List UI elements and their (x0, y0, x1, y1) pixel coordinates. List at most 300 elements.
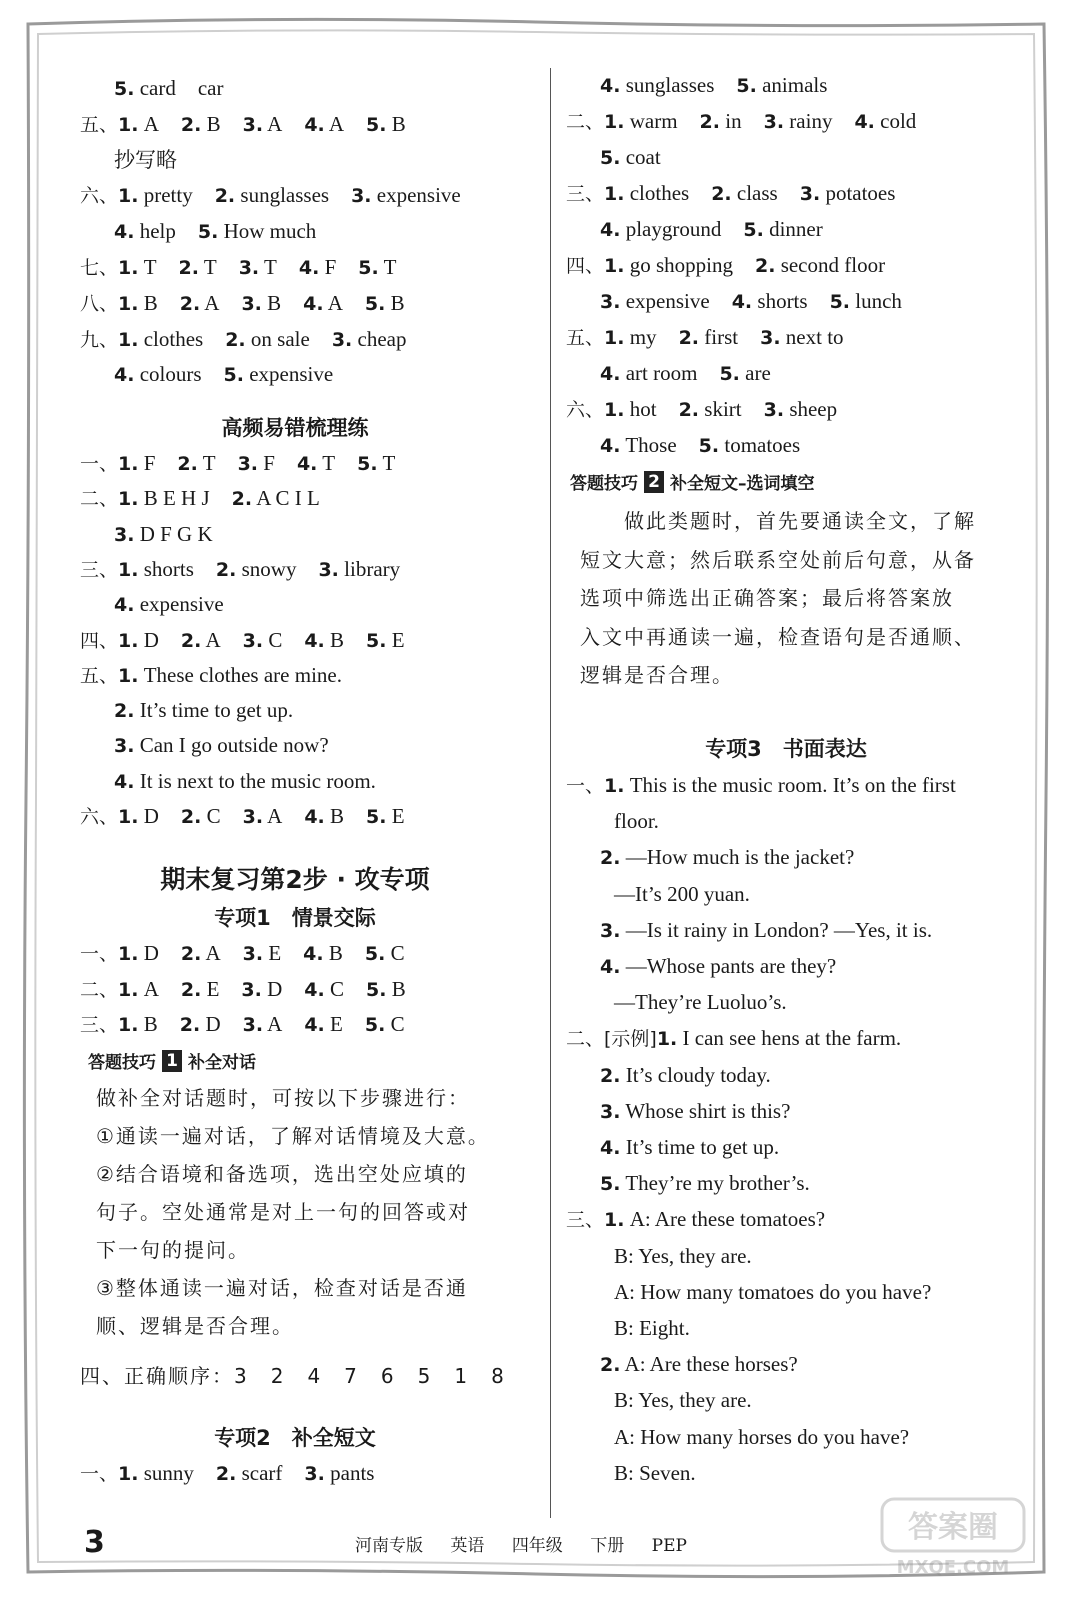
answer-text: B (206, 111, 221, 136)
answer-text: Those (625, 433, 677, 457)
item-number: 2. (600, 847, 621, 870)
answer-line (80, 218, 316, 245)
answer-line (566, 953, 836, 980)
item-number: 3. (242, 113, 264, 136)
item-number: 4. (854, 111, 875, 133)
item-number: 4. (304, 1014, 325, 1036)
question-number: 五、 (80, 113, 119, 136)
tip-label: 答题技巧 (570, 474, 638, 494)
tip-title: 补全短文–选词填空 (670, 474, 815, 494)
answer-line (566, 989, 787, 1015)
question-number: 八、 (80, 292, 119, 315)
answer-text: sheep (789, 397, 838, 421)
answer-text: A: Are these tomatoes? (629, 1207, 826, 1232)
item-number: 1. (118, 185, 139, 208)
answer-text: A (205, 627, 221, 652)
answer-text: expensive (139, 592, 224, 617)
item-number: 4. (600, 435, 621, 457)
answer-text: E (391, 627, 405, 652)
item-number: 3. (242, 943, 264, 965)
answer-text: D (267, 976, 283, 1001)
answer-line (566, 432, 800, 459)
answer-text: E (268, 941, 282, 965)
item-number: 4. (600, 1137, 621, 1159)
answer-line (80, 627, 405, 654)
item-number: 2. (180, 113, 202, 136)
answer-text: shorts (757, 289, 808, 313)
answer-line (80, 732, 329, 759)
item-number: 3. (351, 185, 372, 208)
answer-text: D F G K (139, 521, 213, 546)
item-number: 5. (364, 943, 386, 965)
answer-line (566, 396, 837, 423)
answer-text: E (391, 804, 405, 828)
answer-line (566, 1315, 690, 1341)
item-number: 3. (763, 399, 785, 421)
answer-text: B (391, 111, 406, 136)
answer-text: E (330, 1012, 343, 1036)
item-number: 4. (600, 956, 621, 978)
answer-text: E (206, 976, 220, 1001)
answer-text: C (390, 941, 405, 965)
answer-text: in (725, 109, 742, 133)
item-number: 2. (600, 1354, 621, 1377)
item-number: 2. (231, 488, 253, 511)
answer-text: Whose shirt is this? (625, 1098, 791, 1123)
answer-text: A (267, 804, 283, 828)
answer-line (80, 147, 177, 173)
question-number: 四、 (566, 255, 605, 277)
tip-number-badge: 1 (162, 1050, 182, 1072)
answer-text: B (330, 804, 345, 828)
answer-text: clothes (143, 326, 204, 351)
answer-text: A (267, 111, 283, 136)
tip-number-badge: 2 (644, 471, 664, 493)
answer-text: A (143, 976, 159, 1001)
item-number: 4. (731, 291, 753, 313)
tip-text-line: ①通读一遍对话，了解对话情境及大意。 (96, 1124, 490, 1148)
answer-text: T (322, 451, 336, 475)
item-number: 4. (298, 257, 320, 279)
answer-text: A C I L (256, 486, 320, 511)
item-number: 1. (118, 328, 139, 351)
answer-line (566, 360, 771, 387)
answer-text: sunglasses (625, 73, 715, 97)
footer-info (355, 1531, 709, 1556)
answer-line (80, 976, 406, 1003)
item-number: 3. (242, 629, 264, 652)
tip-text-line: 顺、逻辑是否合理。 (96, 1314, 294, 1338)
answer-text: —Is it rainy in London? —Yes, it is. (625, 917, 933, 942)
answer-text: —Whose pants are they? (625, 954, 837, 978)
item-number: 2. (180, 806, 202, 828)
item-number: 2. (214, 185, 236, 208)
answer-text: A (204, 290, 220, 315)
item-number: 3. (114, 735, 135, 758)
answer-line (566, 1206, 825, 1233)
answer-text: car (197, 76, 224, 100)
answer-line (566, 216, 823, 243)
answer-text: 抄写略 (114, 147, 177, 172)
answer-text: card (139, 76, 176, 100)
answer-line (566, 1424, 909, 1450)
answer-line (80, 768, 376, 795)
item-number: 1. (118, 453, 139, 475)
answer-line (566, 917, 932, 944)
item-number: 2. (678, 399, 700, 421)
item-number: 1. (118, 943, 139, 965)
item-number: 5. (698, 435, 720, 457)
answer-text: potatoes (825, 181, 896, 205)
answer-text: T (203, 255, 217, 279)
tip-text-line: 做补全对话题时，可按以下步骤进行： (96, 1086, 470, 1110)
answer-line (566, 1351, 798, 1378)
item-number: 3. (763, 111, 785, 133)
tip-text-line: 下一句的提问。 (96, 1238, 250, 1262)
answer-text: colours (139, 362, 202, 387)
answer-line (80, 254, 396, 281)
answer-text: —How much is the jacket? (625, 845, 855, 870)
answer-line (80, 75, 223, 102)
answer-text: B (267, 290, 282, 315)
tip-text-line: 选项中筛选出正确答案；最后将答案放 (580, 586, 954, 610)
answer-line (80, 182, 461, 209)
item-number: 1. (118, 1014, 139, 1036)
answer-line (566, 288, 902, 315)
tip-text-line: 逻辑是否合理。 (580, 663, 734, 687)
item-number: 4. (304, 806, 325, 828)
answer-text: This is the music room. It’s on the first (629, 773, 956, 797)
answer-line (566, 1134, 779, 1161)
answer-text: A (327, 290, 343, 315)
answer-text: animals (762, 73, 828, 97)
section-heading: 高频易错梳理练 (221, 416, 369, 440)
answer-text: C (268, 627, 283, 652)
answer-text: expensive (249, 362, 334, 387)
answer-text: playground (625, 217, 722, 241)
answer-line (80, 803, 405, 830)
item-number: 2. (678, 327, 700, 349)
tip-label: 答题技巧 (88, 1053, 156, 1073)
question-number: 二、 (80, 488, 119, 511)
item-number: 2. (215, 1463, 237, 1485)
tip-box (570, 469, 815, 494)
answer-line (566, 1098, 790, 1125)
tip-text-line: 句子。空处通常是对上一句的回答或对 (96, 1200, 470, 1224)
answer-line (80, 361, 333, 388)
item-number: 4. (600, 363, 621, 385)
answer-text: lunch (855, 289, 902, 313)
answer-text: second floor (780, 253, 886, 277)
tip-box (88, 1048, 256, 1073)
answer-text: dinner (769, 217, 823, 241)
item-number: 1. (604, 255, 625, 277)
answer-line (566, 324, 844, 351)
tip-text-line: 短文大意；然后联系空处前后句意，从备 (580, 547, 976, 572)
answer-text: A: How many tomatoes do you have? (614, 1279, 932, 1304)
answer-line (80, 1460, 374, 1487)
answer-text: D (205, 1012, 221, 1036)
answer-line (80, 697, 293, 724)
answer-text: B: Yes, they are. (614, 1243, 752, 1268)
answer-text: go shopping (629, 253, 733, 277)
tip-text-line: ③整体通读一遍对话，检查对话是否通 (96, 1276, 468, 1300)
answer-text: scarf (241, 1461, 283, 1485)
item-number: 3. (304, 1463, 325, 1485)
answer-text: It is next to the music room. (139, 768, 376, 793)
answer-line (80, 662, 342, 689)
question-number: 六、 (566, 399, 605, 421)
answer-line (566, 1062, 771, 1089)
item-number: 5. (600, 1173, 621, 1196)
answer-text: It’s time to get up. (139, 698, 294, 723)
answer-text: T (264, 255, 277, 279)
answer-text: B (391, 976, 406, 1001)
footer-subject: 英语 (450, 1536, 485, 1556)
answer-line (566, 1460, 696, 1486)
item-number: 5. (114, 78, 135, 100)
answer-text: warm (629, 109, 678, 133)
item-number: 5. (829, 291, 851, 313)
answer-line (566, 881, 750, 907)
answer-text: C (206, 804, 221, 828)
question-number: 一、 (80, 453, 119, 475)
answer-text: art room (625, 361, 698, 385)
answer-text: F (143, 451, 156, 475)
item-number: 3. (114, 523, 135, 546)
tip-text-line: 入文中再通读一遍，检查语句是否通顺、 (580, 624, 976, 649)
answer-text: on sale (250, 326, 310, 351)
answer-line (80, 450, 395, 477)
question-number: 三、 (80, 1014, 119, 1036)
item-number: 2. (699, 111, 720, 133)
question-number: 六、 (80, 806, 119, 828)
answer-text: D (143, 627, 159, 652)
item-number: 1. (118, 257, 139, 279)
answer-text: A: How many horses do you have? (614, 1424, 910, 1449)
answer-line (80, 556, 400, 583)
item-number: 1. (118, 806, 139, 828)
answer-text: next to (785, 325, 844, 349)
answer-text: —They’re Luoluo’s. (614, 990, 787, 1015)
item-number: 4. (114, 594, 135, 617)
answer-line (566, 72, 827, 99)
answer-text: A (267, 1012, 283, 1036)
answer-text: T (382, 451, 396, 475)
answer-text: A: Are these horses? (624, 1352, 798, 1377)
item-number: 2. (179, 292, 201, 315)
item-number: 5. (357, 453, 378, 475)
question-number: 三、 (566, 183, 605, 205)
item-number: 4. (304, 629, 325, 652)
item-number: 5. (364, 292, 386, 315)
answer-line (80, 290, 405, 317)
item-number: 3. (241, 978, 262, 1001)
answer-text: expensive (625, 289, 710, 313)
item-number: 1. (118, 113, 139, 136)
section-subheading: 专项3 书面表达 (705, 737, 867, 761)
question-number: 七、 (80, 257, 119, 279)
question-number: 五、 (80, 664, 119, 687)
answer-text: coat (625, 145, 661, 169)
watermark-bottom: MXQE.COM (896, 1557, 1010, 1578)
answer-text: —It’s 200 yuan. (614, 881, 750, 906)
item-number: 3. (242, 1014, 264, 1036)
section-subheading: 专项1 情景交际 (214, 906, 376, 930)
item-number: 4. (304, 113, 325, 136)
watermark-top: 答案圈 (908, 1510, 998, 1545)
answer-line (80, 326, 406, 353)
item-number: 2. (179, 1014, 201, 1036)
page-number: 3 (84, 1525, 105, 1560)
answer-line (566, 108, 916, 135)
item-number: 2. (600, 1064, 621, 1087)
item-number: 1. (604, 399, 625, 421)
answer-line (566, 1025, 901, 1052)
item-number: 3. (600, 1100, 621, 1123)
footer-edition: 河南专版 (355, 1536, 423, 1556)
footer-grade: 四年级 (511, 1536, 563, 1556)
question-number: 三、 (566, 1209, 605, 1232)
answer-text: my (629, 325, 657, 349)
answer-line (80, 1011, 405, 1038)
question-number: 二、[示例] (566, 1028, 657, 1051)
question-number: 九、 (80, 328, 119, 351)
answer-text: T (383, 255, 397, 279)
answer-text: tomatoes (724, 433, 801, 457)
question-number: 一、 (80, 1463, 119, 1485)
item-number: 2. (114, 700, 135, 723)
answer-text: B (143, 290, 158, 315)
section-heading: 期末复习第2步 · 攻专项 (160, 865, 430, 894)
answer-text: B (390, 290, 405, 315)
item-number: 5. (600, 147, 621, 169)
answer-text: It’s time to get up. (625, 1135, 780, 1159)
answer-text: B: Yes, they are. (614, 1388, 752, 1413)
item-number: 2. (215, 558, 237, 581)
item-number: 1. (118, 978, 139, 1001)
item-number: 1. (656, 1028, 678, 1051)
item-number: 5. (223, 364, 244, 387)
answer-line (566, 1279, 931, 1305)
answer-text: C (330, 976, 345, 1001)
question-number: 五、 (566, 327, 605, 349)
answer-text: cheap (357, 326, 407, 351)
item-number: 1. (604, 1209, 625, 1232)
item-number: 3. (318, 558, 339, 581)
answer-line (80, 591, 224, 618)
item-number: 3. (331, 328, 353, 351)
item-number: 3. (799, 183, 821, 205)
item-number: 5. (366, 629, 387, 652)
column-divider (550, 68, 551, 1518)
answer-text: T (202, 451, 216, 475)
tip-text-line: 做此类题时，首先要通读全文，了解 (580, 509, 976, 533)
answer-text: expensive (376, 183, 461, 208)
item-number: 3. (241, 292, 262, 315)
item-number: 4. (303, 943, 324, 965)
answer-line (566, 844, 854, 871)
item-number: 1. (118, 292, 139, 315)
question-number: 六、 (80, 185, 119, 208)
answer-line (80, 485, 320, 512)
answer-text: B (330, 627, 345, 652)
item-number: 3. (238, 257, 260, 279)
item-number: 2. (180, 943, 202, 965)
item-number: 1. (118, 558, 139, 581)
item-number: 1. (604, 775, 625, 797)
order-line: 四、正确顺序：3 2 4 7 6 5 1 8 (80, 1364, 506, 1388)
answer-text: They’re my brother’s. (625, 1171, 810, 1196)
item-number: 1. (118, 488, 139, 511)
answer-text: C (390, 1012, 405, 1036)
item-number: 2. (711, 183, 732, 205)
item-number: 1. (604, 327, 625, 349)
item-number: 2. (180, 629, 202, 652)
answer-text: clothes (629, 181, 690, 205)
question-number: 二、 (80, 978, 119, 1001)
item-number: 5. (736, 75, 757, 97)
footer-version: PEP (651, 1536, 687, 1556)
answer-text: T (143, 255, 157, 279)
answer-text: I can see hens at the farm. (682, 1026, 902, 1051)
item-number: 3. (600, 291, 621, 313)
answer-text: sunglasses (240, 183, 330, 208)
item-number: 4. (303, 292, 324, 315)
answer-text: help (139, 219, 176, 244)
tip-text-line: ②结合语境和备选项，选出空处应填的 (96, 1162, 468, 1186)
answer-text: A (143, 111, 159, 136)
item-number: 3. (242, 806, 264, 828)
answer-text: class (736, 181, 778, 205)
answer-text: are (745, 361, 771, 385)
question-number: 四、 (80, 629, 119, 652)
item-number: 3. (237, 453, 259, 475)
answer-text: floor. (614, 809, 659, 834)
answer-line (80, 111, 406, 138)
answer-text: These clothes are mine. (143, 662, 342, 687)
answer-text: pants (330, 1461, 375, 1485)
item-number: 5. (366, 978, 387, 1001)
answer-text: skirt (704, 397, 742, 421)
item-number: 1. (118, 629, 139, 652)
answer-text: D (143, 804, 159, 828)
question-number: 一、 (566, 775, 605, 797)
answer-text: F (263, 451, 275, 475)
item-number: 1. (604, 183, 625, 205)
answer-text: B E H J (143, 486, 210, 511)
answer-text: F (324, 255, 337, 279)
section-subheading: 专项2 补全短文 (214, 1426, 376, 1450)
answer-line (566, 252, 885, 279)
answer-text: How much (223, 219, 317, 244)
item-number: 3. (760, 327, 781, 349)
question-number: 三、 (80, 558, 119, 581)
answer-text: hot (629, 397, 657, 421)
item-number: 5. (366, 113, 387, 136)
item-number: 5. (358, 257, 379, 279)
item-number: 4. (114, 364, 135, 387)
item-number: 5. (719, 363, 740, 385)
item-number: 2. (225, 328, 246, 351)
answer-line (566, 1243, 752, 1269)
answer-text: B (143, 1012, 158, 1036)
item-number: 4. (296, 453, 318, 475)
answer-line (566, 772, 956, 799)
answer-text: snowy (241, 556, 297, 581)
item-number: 4. (600, 219, 621, 241)
item-number: 5. (364, 1014, 386, 1036)
